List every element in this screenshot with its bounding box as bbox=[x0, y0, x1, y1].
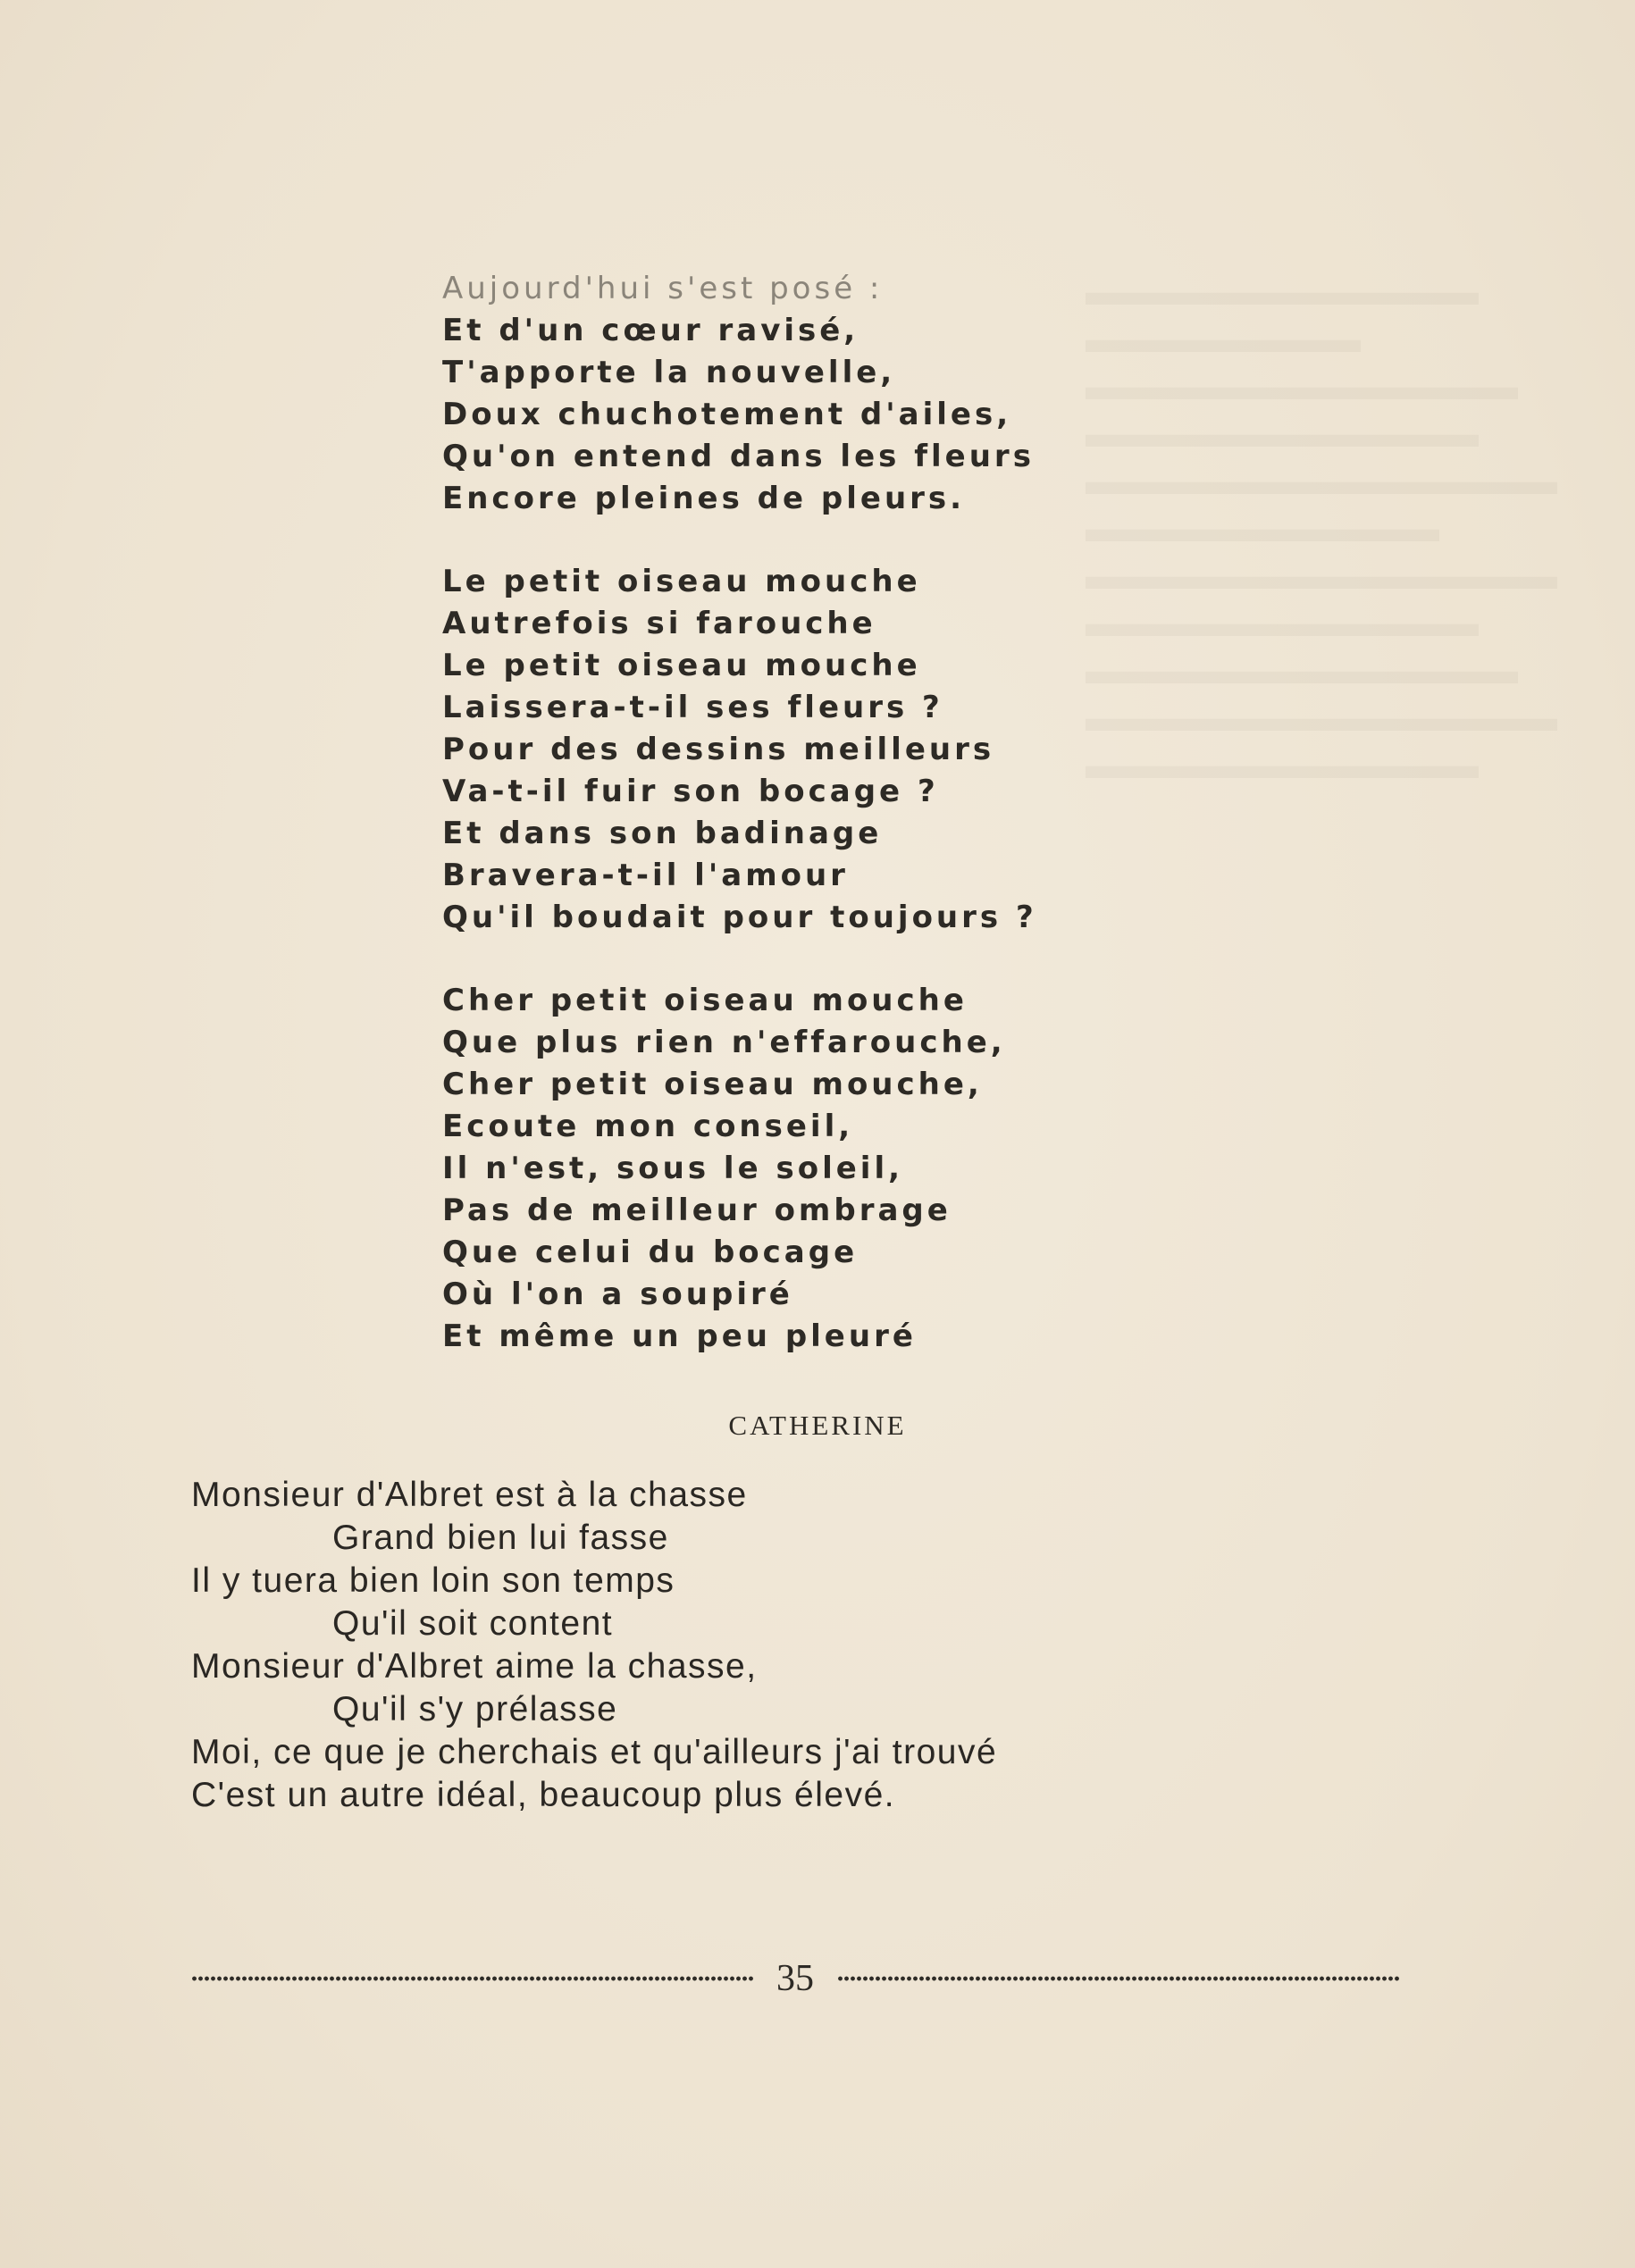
poem-line: Que plus rien n'effarouche, bbox=[442, 1025, 1006, 1060]
poem-line: Qu'il boudait pour toujours ? bbox=[442, 900, 1037, 935]
poem-line: Le petit oiseau mouche bbox=[442, 648, 921, 683]
verse-line: Monsieur d'Albret est à la chasse bbox=[191, 1476, 748, 1514]
page-footer bbox=[191, 1952, 1399, 2005]
poem-line: Pour des dessins meilleurs bbox=[442, 732, 995, 767]
poem-line: Encore pleines de pleurs. bbox=[442, 481, 966, 516]
speaker-heading: CATHERINE bbox=[728, 1410, 907, 1441]
dotted-rule-right bbox=[837, 1976, 1399, 1981]
poem-line: Pas de meilleur ombrage bbox=[442, 1193, 952, 1228]
verse-line: Monsieur d'Albret aime la chasse, bbox=[191, 1647, 758, 1686]
poem-line: Autrefois si farouche bbox=[442, 606, 876, 641]
verse-line: Qu'il s'y prélasse bbox=[332, 1690, 618, 1728]
poem-line: Aujourd'hui s'est posé : bbox=[442, 271, 884, 306]
verse-line: Qu'il soit content bbox=[332, 1604, 614, 1643]
verse-line: Moi, ce que je cherchais et qu'ailleurs j'ai trouvé bbox=[191, 1733, 998, 1771]
poem-line: Cher petit oiseau mouche, bbox=[442, 1067, 983, 1102]
poem-line: Où l'on a soupiré bbox=[442, 1276, 793, 1312]
bleed-through-texture: ▬▬▬▬▬▬▬▬▬▬ ▬▬▬▬▬▬▬ ▬▬▬▬▬▬▬▬▬▬▬ ▬▬▬▬▬▬▬▬▬▬ ▬▬▬▬▬▬▬▬▬▬▬▬ ▬▬▬▬▬▬▬▬▬ ▬▬▬▬▬▬▬▬▬▬▬▬ ▬▬▬▬▬▬▬▬▬▬ ▬▬▬▬▬▬▬▬▬▬▬ ▬▬▬▬▬▬▬▬▬▬▬▬ ▬▬▬▬▬▬▬▬▬▬ bbox=[1086, 270, 1557, 787]
poem-line: T'apporte la nouvelle, bbox=[442, 355, 896, 390]
page-number: 35 bbox=[776, 1958, 814, 1999]
poem-line: Le petit oiseau mouche bbox=[442, 564, 921, 599]
poem-line: Va-t-il fuir son bocage ? bbox=[442, 774, 939, 809]
poem-line: Cher petit oiseau mouche bbox=[442, 983, 968, 1018]
verse-line: Il y tuera bien loin son temps bbox=[191, 1561, 675, 1600]
stanza bbox=[442, 268, 1037, 520]
poem-line: Et dans son badinage bbox=[442, 816, 883, 851]
poem-line: Que celui du bocage bbox=[442, 1234, 859, 1270]
poem bbox=[442, 268, 1037, 1399]
poem-line: Et d'un cœur ravisé, bbox=[442, 313, 859, 348]
poem-line: Laissera-t-il ses fleurs ? bbox=[442, 690, 943, 725]
poem-line: Et même un peu pleuré bbox=[442, 1318, 917, 1354]
dotted-rule-left bbox=[191, 1976, 753, 1981]
stanza bbox=[442, 980, 1037, 1358]
poem-line: Il n'est, sous le soleil, bbox=[442, 1151, 904, 1186]
stanza bbox=[442, 561, 1037, 939]
verse-line: Grand bien lui fasse bbox=[332, 1519, 669, 1557]
poem-line: Bravera-t-il l'amour bbox=[442, 858, 849, 893]
poem-line: Ecoute mon conseil, bbox=[442, 1109, 854, 1144]
verse-line: C'est un autre idéal, beaucoup plus élevé. bbox=[191, 1776, 896, 1814]
poem-line: Doux chuchotement d'ailes, bbox=[442, 397, 1012, 432]
verse-block bbox=[191, 1474, 997, 1817]
poem-line: Qu'on entend dans les fleurs bbox=[442, 439, 1035, 474]
